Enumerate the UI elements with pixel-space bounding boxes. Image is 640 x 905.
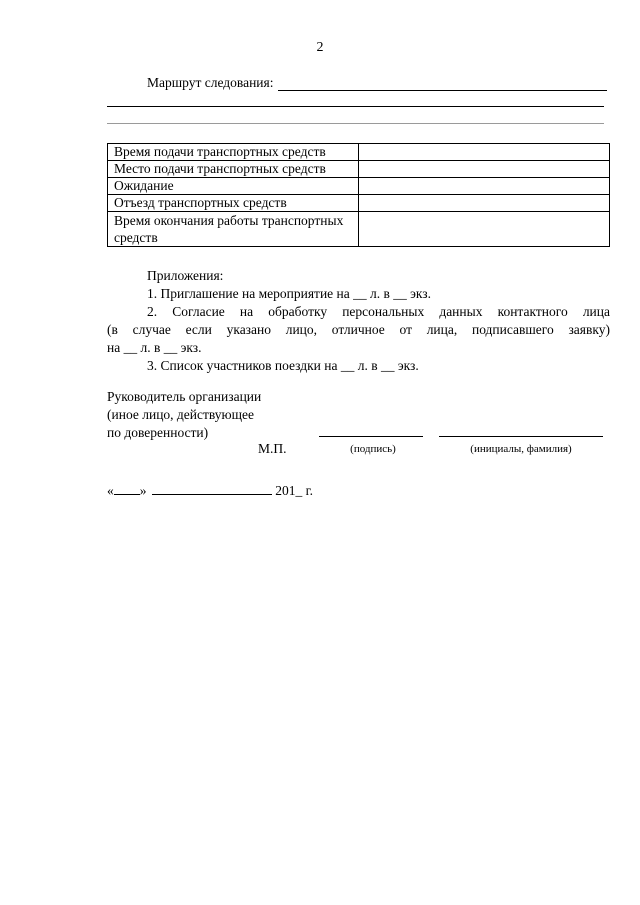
route-label: Маршрут следования: bbox=[147, 75, 274, 90]
day-blank-line[interactable] bbox=[114, 481, 140, 495]
table-cell-label: Место подачи транспортных средств bbox=[108, 161, 359, 178]
table-row bbox=[108, 161, 610, 178]
signatory-line-1: Руководитель организации bbox=[107, 389, 262, 404]
table-cell-label: Отъезд транспортных средств bbox=[108, 195, 359, 212]
table-row bbox=[108, 178, 610, 195]
appendix-heading: Приложения: bbox=[147, 268, 224, 283]
route-continuation-line[interactable] bbox=[107, 106, 604, 107]
date-field bbox=[107, 481, 313, 499]
name-caption: (инициалы, фамилия) bbox=[470, 443, 572, 455]
appendix-item-3: 3. Список участников поездки на __ л. в __ экз. bbox=[147, 358, 419, 373]
table-cell-label: Время подачи транспортных средств bbox=[108, 144, 359, 161]
table-row bbox=[108, 144, 610, 161]
signatory-line-3: по доверенности) bbox=[107, 425, 209, 440]
date-open-quote: « bbox=[107, 483, 114, 498]
appendix-item-2-line-1: 2. Согласие на обработку персональных данных контактного лица bbox=[147, 304, 610, 319]
month-blank-line[interactable] bbox=[152, 481, 272, 495]
appendix-item-2-line-2: (в случае если указано лицо, отличное от лица, подписавшего заявку) bbox=[107, 322, 610, 337]
route-field bbox=[147, 73, 607, 91]
signature-caption: (подпись) bbox=[350, 443, 396, 455]
table-cell-label: Ожидание bbox=[108, 178, 359, 195]
table-cell-value[interactable] bbox=[359, 178, 610, 195]
signatory-line-2: (иное лицо, действующее bbox=[107, 407, 255, 422]
table-cell-value[interactable] bbox=[359, 144, 610, 161]
name-blank-line[interactable] bbox=[439, 436, 603, 437]
table-cell-value[interactable] bbox=[359, 212, 610, 247]
table-row bbox=[108, 195, 610, 212]
appendix-item-1: 1. Приглашение на мероприятие на __ л. в __ экз. bbox=[147, 286, 431, 301]
table-cell-label: Время окончания работы транспортных средств bbox=[108, 212, 359, 247]
signature-blank-line[interactable] bbox=[319, 436, 423, 437]
table-cell-value[interactable] bbox=[359, 195, 610, 212]
page-number: 2 bbox=[316, 40, 324, 55]
appendix-section bbox=[107, 267, 610, 375]
route-continuation-line-faint[interactable] bbox=[107, 123, 604, 124]
signatory-block bbox=[107, 388, 261, 442]
date-close-quote: » bbox=[139, 483, 147, 498]
route-blank-line[interactable] bbox=[278, 76, 608, 91]
appendix-item-2-line-3: на __ л. в __ экз. bbox=[107, 340, 202, 355]
table-row bbox=[108, 212, 610, 247]
table-cell-value[interactable] bbox=[359, 161, 610, 178]
stamp-placeholder: М.П. bbox=[258, 441, 287, 456]
transport-table bbox=[107, 143, 610, 247]
year-text: 201_ г. bbox=[275, 483, 314, 498]
